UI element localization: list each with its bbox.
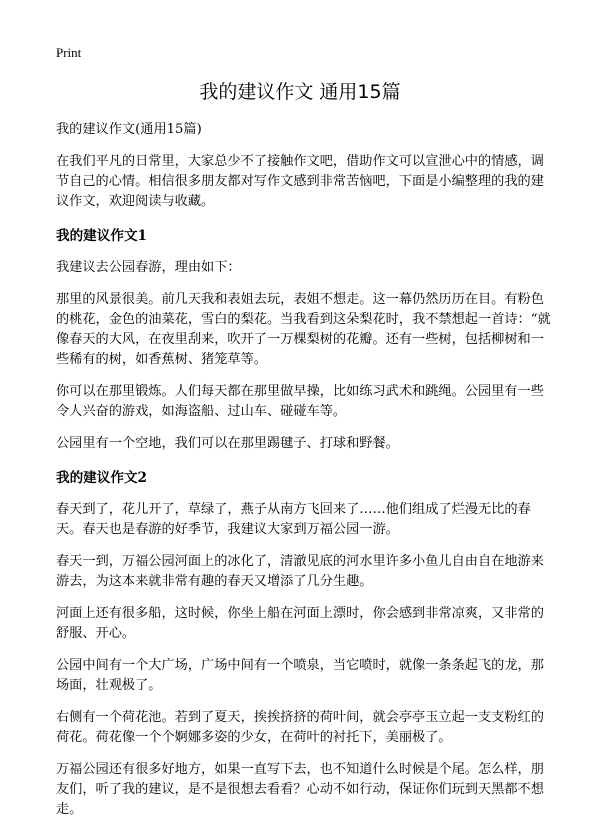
paragraph: 在我们平凡的日常里，大家总少不了接触作文吧，借助作文可以宣泄心中的情感，调节自己的心情。相信很多朋友都对写作文感到非常苦恼吧，下面是小编整理的我的建议作文，欢迎阅读与收藏。 [56, 154, 544, 209]
paragraph: 右侧有一个荷花池。若到了夏天，挨挨挤挤的荷叶间，就会亭亭玉立起一支支粉红的荷花。荷花像一个个婀娜多姿的少女，在荷叶的衬托下，美丽极了。 [56, 710, 544, 745]
section-heading: 我的建议作文2 [56, 470, 148, 486]
paragraph: 公园中间有一个大广场，广场中间有一个喷泉，当它喷时，就像一条条起飞的龙，那场面，壮观极了。 [56, 658, 544, 693]
section-heading: 我的建议作文1 [56, 228, 148, 244]
paragraph: 春天到了，花儿开了，草绿了，燕子从南方飞回来了……他们组成了烂漫无比的春天。春天也是春游的好季节，我建议大家到万福公园一游。 [56, 502, 531, 537]
paragraph: 你可以在那里锻炼。人们每天都在那里做早操，比如练习武术和跳绳。公园里有一些令人兴奋的游戏，如海盗船、过山车、碰碰车等。 [56, 384, 544, 419]
paragraph: 我建议去公园春游，理由如下： [56, 260, 241, 275]
paragraph: 河面上还有很多船，这时候，你坐上船在河面上漂时，你会感到非常凉爽，又非常的舒服、开心。 [56, 606, 544, 641]
page-title: 我的建议作文 通用15篇 [199, 81, 401, 103]
article-subtitle: 我的建议作文(通用15篇) [56, 122, 202, 137]
article-body [56, 120, 551, 832]
paragraph: 万福公园还有很多好地方，如果一直写下去，也不知道什么时候是个尾。怎么样，朋友们，听了我的建议，是不是很想去看看？心动不如行动，保证你们玩到天黑都不想走。 [56, 762, 544, 817]
paragraph: 公园里有一个空地，我们可以在那里踢毽子、打球和野餐。 [56, 436, 399, 451]
paragraph: 那里的风景很美。前几天我和表姐去玩，表姐不想走。这一幕仍然历历在目。有粉色的桃花，金色的油菜花，雪白的梨花。当我看到这朵梨花时，我不禁想起一首诗：“就像春天的大风，在夜里刮来，吹开了一万棵梨树的花瓣。还有一些树，包括柳树和一些稀有的树，如香蕉树、猪笼草等。 [56, 292, 551, 367]
article-blocks [56, 152, 551, 820]
paragraph: 春天一到，万福公园河面上的冰化了，清澈见底的河水里许多小鱼儿自由自在地游来游去，为这本来就非常有趣的春天又增添了几分生趣。 [56, 554, 544, 589]
print-link[interactable]: Print [56, 45, 82, 60]
